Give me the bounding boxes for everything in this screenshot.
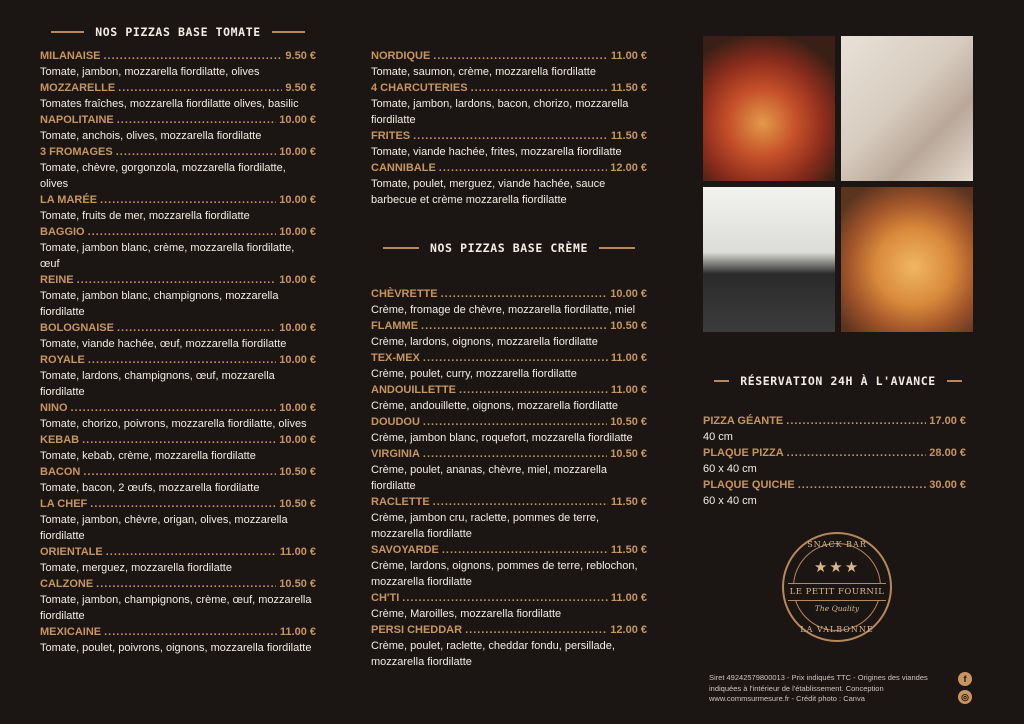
menu-item-price: 10.00 €: [279, 434, 316, 446]
instagram-icon[interactable]: ◎: [958, 690, 972, 704]
heading-rule: [272, 31, 305, 33]
dot-leader: [90, 496, 276, 512]
menu-item: [371, 494, 647, 542]
menu-item-description: Tomate, jambon blanc, champignons, mozzarella fiordilatte: [40, 290, 279, 318]
menu-item-description: Tomate, jambon, mozzarella fiordilatte, olives: [40, 66, 260, 78]
menu-item-header: [40, 192, 316, 208]
menu-item-description: Crème, poulet, ananas, chèvre, miel, mozzarella fiordilatte: [371, 464, 607, 492]
menu-item-price: 28.00 €: [929, 447, 966, 459]
menu-item-description: Tomate, anchois, olives, mozzarella fiordilatte: [40, 130, 262, 142]
reservation-column: [703, 0, 973, 509]
tomato-pizza-list: [40, 48, 316, 656]
menu-item-name: FLAMME: [371, 320, 419, 332]
dot-leader: [100, 192, 276, 208]
menu-item-description: Crème, poulet, curry, mozzarella fiordilatte: [371, 368, 577, 380]
dot-leader: [421, 318, 607, 334]
section-title: RÉSERVATION 24H À L'AVANCE: [740, 374, 936, 388]
menu-item-name: CANNIBALE: [371, 162, 436, 174]
menu-item-price: 10.00 €: [279, 274, 316, 286]
menu-item-name: BOLOGNAISE: [40, 322, 114, 334]
dot-leader: [786, 413, 926, 429]
logo-name: LE PETIT FOURNIL: [788, 583, 886, 601]
menu-item-header: [40, 624, 316, 640]
menu-item-price: 11.00 €: [279, 626, 316, 638]
tomato-pizza-column: [40, 0, 316, 656]
dot-leader: [402, 590, 608, 606]
dot-leader: [439, 160, 608, 176]
menu-item-name: CALZONE: [40, 578, 94, 590]
menu-item-header: [40, 80, 316, 96]
menu-item-price: 11.00 €: [610, 384, 647, 396]
menu-item-description: Tomate, saumon, crème, mozzarella fiordilatte: [371, 66, 596, 78]
dot-leader: [104, 624, 277, 640]
menu-item: [40, 400, 316, 432]
menu-item-name: FRITES: [371, 130, 411, 142]
menu-item-header: [40, 320, 316, 336]
menu-item-description: Tomate, kebab, crème, mozzarella fiordilatte: [40, 450, 256, 462]
menu-item-name: PERSI CHEDDAR: [371, 624, 463, 636]
menu-item-header: [40, 576, 316, 592]
dot-leader: [106, 544, 277, 560]
section-heading-cream: [371, 240, 647, 256]
dot-leader: [423, 350, 608, 366]
dot-leader: [423, 414, 607, 430]
section-title: NOS PIZZAS BASE TOMATE: [95, 25, 261, 39]
menu-item-price: 11.00 €: [279, 546, 316, 558]
menu-item: [371, 446, 647, 494]
heading-rule: [383, 247, 419, 249]
menu-item-price: 10.00 €: [610, 288, 647, 300]
menu-item-name: VIRGINIA: [371, 448, 420, 460]
menu-item-description: Tomate, chorizo, poivrons, mozzarella fiordilatte, olives: [40, 418, 307, 430]
menu-item: [40, 272, 316, 320]
menu-item: [371, 622, 647, 670]
menu-item-price: 10.50 €: [279, 498, 316, 510]
dot-leader: [423, 446, 607, 462]
menu-item: [371, 382, 647, 414]
dot-leader: [465, 622, 607, 638]
menu-item-description: Crème, jambon cru, raclette, pommes de terre, mozzarella fiordilatte: [371, 512, 600, 540]
facebook-icon[interactable]: f: [958, 672, 972, 686]
menu-item-header: [703, 477, 966, 493]
menu-item-price: 11.00 €: [610, 592, 647, 604]
menu-item: [371, 590, 647, 622]
dot-leader: [471, 80, 608, 96]
menu-item-name: RACLETTE: [371, 496, 430, 508]
menu-item-header: [703, 413, 966, 429]
menu-item: [371, 48, 647, 80]
menu-item-name: PIZZA GÉANTE: [703, 415, 784, 427]
logo-bottom-text: LA VALBONNE: [800, 625, 874, 634]
menu-item-header: [371, 446, 647, 462]
menu-item-price: 12.00 €: [610, 624, 647, 636]
menu-item: [40, 352, 316, 400]
menu-item: [40, 48, 316, 80]
tomato-pizza-list-continued: [371, 48, 647, 208]
dot-leader: [433, 494, 608, 510]
restaurant-logo: [782, 532, 892, 642]
cream-pizza-list: [371, 286, 647, 670]
logo-tagline: The Quality: [814, 604, 860, 613]
dot-leader: [82, 432, 276, 448]
menu-item-name: NORDIQUE: [371, 50, 431, 62]
menu-item: [40, 112, 316, 144]
menu-item-description: Tomate, lardons, champignons, œuf, mozzarella fiordilatte: [40, 370, 275, 398]
dot-leader: [117, 112, 277, 128]
menu-item-name: BACON: [40, 466, 81, 478]
menu-item-price: 9.50 €: [285, 82, 316, 94]
menu-item-name: CH'TI: [371, 592, 400, 604]
menu-item-header: [371, 48, 647, 64]
menu-item-price: 10.50 €: [610, 416, 647, 428]
menu-item-description: Tomate, viande hachée, frites, mozzarella fiordilatte: [371, 146, 622, 158]
menu-item-header: [371, 622, 647, 638]
menu-item-price: 11.50 €: [610, 130, 647, 142]
menu-item-description: Tomate, jambon, champignons, crème, œuf, mozzarella fiordilatte: [40, 594, 312, 622]
menu-item-header: [371, 128, 647, 144]
menu-item-description: Tomate, poulet, poivrons, oignons, mozzarella fiordilatte: [40, 642, 312, 654]
menu-item-price: 11.00 €: [610, 352, 647, 364]
dot-leader: [83, 464, 276, 480]
menu-item-header: [40, 400, 316, 416]
dot-leader: [77, 272, 277, 288]
menu-item-name: REINE: [40, 274, 74, 286]
menu-item-price: 10.00 €: [279, 114, 316, 126]
dot-leader: [433, 48, 608, 64]
menu-item: [40, 192, 316, 224]
menu-item-price: 10.50 €: [279, 466, 316, 478]
menu-item-name: NINO: [40, 402, 68, 414]
menu-item: [40, 496, 316, 544]
menu-item-header: [40, 544, 316, 560]
menu-item-name: PLAQUE QUICHE: [703, 479, 795, 491]
menu-item-price: 10.00 €: [279, 322, 316, 334]
menu-item: [40, 80, 316, 112]
menu-item: [40, 464, 316, 496]
menu-item-description: Tomate, poulet, merguez, viande hachée, sauce barbecue et crème mozzarella fiordilatte: [371, 178, 606, 206]
menu-item: [371, 286, 647, 318]
menu-item-description: Crème, andouillette, oignons, mozzarella fiordilatte: [371, 400, 619, 412]
menu-item: [40, 320, 316, 352]
menu-item-description: Crème, lardons, oignons, mozzarella fiordilatte: [371, 336, 598, 348]
menu-item-price: 11.00 €: [610, 50, 647, 62]
menu-item-header: [40, 224, 316, 240]
menu-item-price: 12.00 €: [610, 162, 647, 174]
menu-item: [703, 413, 966, 445]
menu-item-description: Tomate, fruits de mer, mozzarella fiordilatte: [40, 210, 250, 222]
menu-item-header: [703, 445, 966, 461]
menu-item: [371, 80, 647, 128]
menu-item-header: [40, 496, 316, 512]
dot-leader: [787, 445, 927, 461]
menu-item-name: NAPOLITAINE: [40, 114, 114, 126]
menu-item-price: 11.50 €: [610, 82, 647, 94]
menu-item-price: 11.50 €: [610, 544, 647, 556]
dot-leader: [104, 48, 283, 64]
cream-pizza-column: [371, 0, 647, 670]
menu-item-description: Tomates fraîches, mozzarella fiordilatte olives, basilic: [40, 98, 299, 110]
menu-item-name: 4 CHARCUTERIES: [371, 82, 468, 94]
menu-item-price: 10.00 €: [279, 402, 316, 414]
menu-item-header: [40, 272, 316, 288]
menu-item-price: 11.50 €: [610, 496, 647, 508]
menu-item-name: BAGGIO: [40, 226, 85, 238]
menu-item-header: [40, 144, 316, 160]
section-title: NOS PIZZAS BASE CRÈME: [430, 241, 588, 255]
menu-item-description: 60 x 40 cm: [703, 495, 757, 507]
menu-item: [40, 544, 316, 576]
menu-item-description: Crème, Maroilles, mozzarella fiordilatte: [371, 608, 562, 620]
menu-item-price: 10.00 €: [279, 146, 316, 158]
heading-rule: [51, 31, 84, 33]
menu-item-header: [371, 382, 647, 398]
menu-item-price: 10.50 €: [610, 448, 647, 460]
menu-item-header: [371, 590, 647, 606]
dot-leader: [117, 320, 276, 336]
menu-item: [40, 624, 316, 656]
menu-item-name: TEX-MEX: [371, 352, 420, 364]
menu-item-header: [371, 286, 647, 302]
menu-item-description: Crème, fromage de chèvre, mozzarella fiordilatte, miel: [371, 304, 636, 316]
menu-item-description: Tomate, chèvre, gorgonzola, mozzarella fiordilatte, olives: [40, 162, 286, 190]
menu-item-description: Tomate, jambon blanc, crème, mozzarella fiordilatte, œuf: [40, 242, 295, 270]
menu-item-header: [40, 464, 316, 480]
menu-item-price: 9.50 €: [285, 50, 316, 62]
heading-rule: [947, 380, 962, 382]
menu-item-name: LA CHEF: [40, 498, 88, 510]
menu-item: [371, 350, 647, 382]
menu-item-header: [40, 112, 316, 128]
reservation-list: [703, 413, 966, 509]
menu-item-header: [371, 160, 647, 176]
menu-item-price: 10.50 €: [610, 320, 647, 332]
star-icon: ★★★: [813, 559, 861, 576]
dot-leader: [413, 128, 608, 144]
menu-item-name: 3 FROMAGES: [40, 146, 113, 158]
menu-item: [371, 414, 647, 446]
menu-item-description: Tomate, jambon, lardons, bacon, chorizo, mozzarella fiordilatte: [371, 98, 629, 126]
menu-item-description: Tomate, viande hachée, œuf, mozzarella fiordilatte: [40, 338, 287, 350]
menu-item-description: Tomate, bacon, 2 œufs, mozzarella fiordilatte: [40, 482, 260, 494]
menu-item-header: [371, 494, 647, 510]
menu-item: [40, 144, 316, 192]
menu-item-name: MOZZARELLE: [40, 82, 116, 94]
menu-item-description: Tomate, jambon, chèvre, origan, olives, mozzarella fiordilatte: [40, 514, 288, 542]
menu-item-name: MILANAISE: [40, 50, 101, 62]
menu-item-description: Crème, lardons, oignons, pommes de terre, reblochon, mozzarella fiordilatte: [371, 560, 638, 588]
menu-item-description: Tomate, merguez, mozzarella fiordilatte: [40, 562, 232, 574]
menu-item: [371, 318, 647, 350]
menu-item-name: KEBAB: [40, 434, 80, 446]
menu-item-name: PLAQUE PIZZA: [703, 447, 784, 459]
menu-item-price: 10.00 €: [279, 354, 316, 366]
section-heading-tomato: [40, 24, 316, 40]
dot-leader: [798, 477, 927, 493]
menu-item: [703, 477, 966, 509]
dot-leader: [71, 400, 277, 416]
dot-leader: [118, 80, 282, 96]
menu-item-name: DOUDOU: [371, 416, 420, 428]
dot-leader: [459, 382, 608, 398]
legal-footer: Siret 49242579800013 - Prix indiqués TTC - Origines des viandes indiquées à l'intérieur de l'établissement. Conception www.commsurmesure.fr - Crédit photo : Canva: [709, 673, 928, 703]
menu-item: [371, 160, 647, 208]
dot-leader: [441, 286, 608, 302]
menu-item-name: SAVOYARDE: [371, 544, 439, 556]
dot-leader: [442, 542, 608, 558]
menu-item-header: [371, 318, 647, 334]
menu-item-header: [371, 414, 647, 430]
menu-item-header: [371, 350, 647, 366]
heading-rule: [714, 380, 729, 382]
menu-item-price: 10.00 €: [279, 226, 316, 238]
menu-item-price: 10.00 €: [279, 194, 316, 206]
menu-item-price: 10.50 €: [279, 578, 316, 590]
menu-item-header: [371, 542, 647, 558]
dot-leader: [88, 224, 277, 240]
menu-item-description: Crème, poulet, raclette, cheddar fondu, persillade, mozzarella fiordilatte: [371, 640, 615, 668]
logo-top-text: SNACK BAR: [807, 540, 867, 549]
dot-leader: [96, 576, 276, 592]
menu-item: [703, 445, 966, 477]
menu-item-header: [40, 48, 316, 64]
menu-item-name: LA MARÉE: [40, 194, 98, 206]
menu-item-name: ROYALE: [40, 354, 85, 366]
menu-item: [40, 576, 316, 624]
menu-item-header: [40, 352, 316, 368]
section-heading-reservation: [703, 373, 973, 389]
menu-item-price: 30.00 €: [929, 479, 966, 491]
menu-item: [40, 432, 316, 464]
menu-item-description: Crème, jambon blanc, roquefort, mozzarella fiordilatte: [371, 432, 633, 444]
menu-item-name: ANDOUILLETTE: [371, 384, 456, 396]
menu-item: [371, 542, 647, 590]
menu-item-header: [40, 432, 316, 448]
menu-item: [371, 128, 647, 160]
heading-rule: [599, 247, 635, 249]
menu-item: [40, 224, 316, 272]
menu-item-name: MEXICAINE: [40, 626, 102, 638]
dot-leader: [116, 144, 277, 160]
menu-item-description: 40 cm: [703, 431, 733, 443]
menu-item-name: CHÈVRETTE: [371, 288, 438, 300]
menu-item-price: 17.00 €: [929, 415, 966, 427]
menu-item-header: [371, 80, 647, 96]
dot-leader: [88, 352, 276, 368]
menu-item-name: ORIENTALE: [40, 546, 103, 558]
menu-item-description: 60 x 40 cm: [703, 463, 757, 475]
